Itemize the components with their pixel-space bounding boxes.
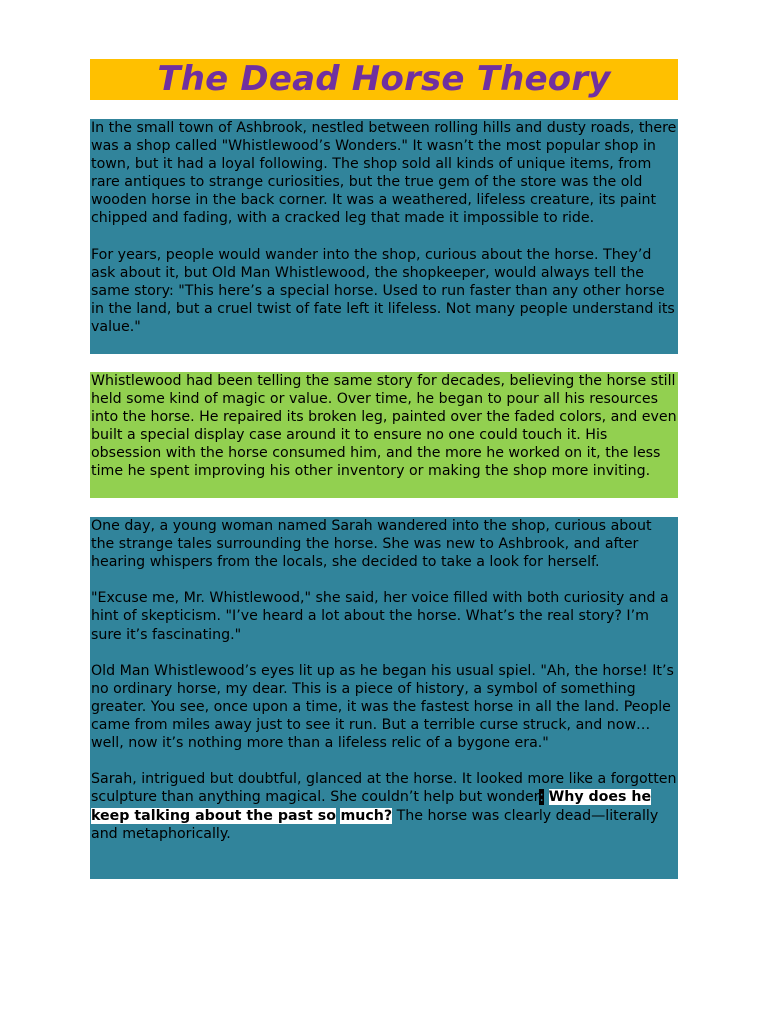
paragraph: For years, people would wander into the shop, curious about the horse. They’d ask about it, but Old Man Whistlewood, the shopkeeper, would always tell the same story: "This here’s a special horse. Used to run faster than any other horse in the land, but a cruel twist of fate left it lifeless. Not many people understand its value." <box>91 246 675 336</box>
story-block-2 <box>90 372 678 498</box>
paragraph: Old Man Whistlewood’s eyes lit up as he began his usual spiel. "Ah, the horse! It’s no ordinary horse, my dear. This is a piece of history, a symbol of something greater. You see, once upon a time, it was the fastest horse in all the land. People came from miles away just to see it run. But a terrible curse struck, and now… well, now it’s nothing more than a lifeless relic of a bygone era." <box>91 662 674 752</box>
paragraph: "Excuse me, Mr. Whistlewood," she said, her voice filled with both curiosity and a hint of skepticism. "I’ve heard a lot about the horse. What’s the real story? I’m sure it’s fascinating." <box>91 590 669 643</box>
paragraph <box>91 770 678 842</box>
paragraph: In the small town of Ashbrook, nestled between rolling hills and dusty roads, there was a shop called "Whistlewood’s Wonders." It wasn’t the most popular shop in town, but it had a loyal following. The shop sold all kinds of unique items, from rare antiques to strange curiosities, but the true gem of the store was the old wooden horse in the back corner. It was a weathered, lifeless creature, its paint chipped and fading, with a cracked leg that made it impossible to ride. <box>91 120 677 227</box>
story-block-3 <box>90 517 678 879</box>
highlighted-colon: : <box>539 789 545 806</box>
bold-highlight: Why does he keep talking about the past so <box>91 789 652 824</box>
paragraph: Whistlewood had been telling the same story for decades, believing the horse still held some kind of magic or value. Over time, he began to pour all his resources into the horse. He repaired its broken leg, painted over the faded colors, and even built a special display case around it to ensure no one could touch it. His obsession with the horse consumed him, and the more he worked on it, the less time he spent improving his other inventory or making the shop more inviting. <box>91 373 677 480</box>
document-title: The Dead Horse Theory <box>90 59 678 100</box>
paragraph-text: Sarah, intrigued but doubtful, glanced at the horse. It looked more like a forgotten sculpture than anything magical. She couldn’t help but wonder <box>91 771 677 806</box>
paragraph: One day, a young woman named Sarah wandered into the shop, curious about the strange tales surrounding the horse. She was new to Ashbrook, and after hearing whispers from the locals, she decided to take a look for herself. <box>91 518 652 571</box>
story-block-1 <box>90 119 678 354</box>
bold-highlight: much? <box>340 807 393 824</box>
paragraph-text: The horse was clearly dead—literally and metaphorically. <box>91 807 659 842</box>
